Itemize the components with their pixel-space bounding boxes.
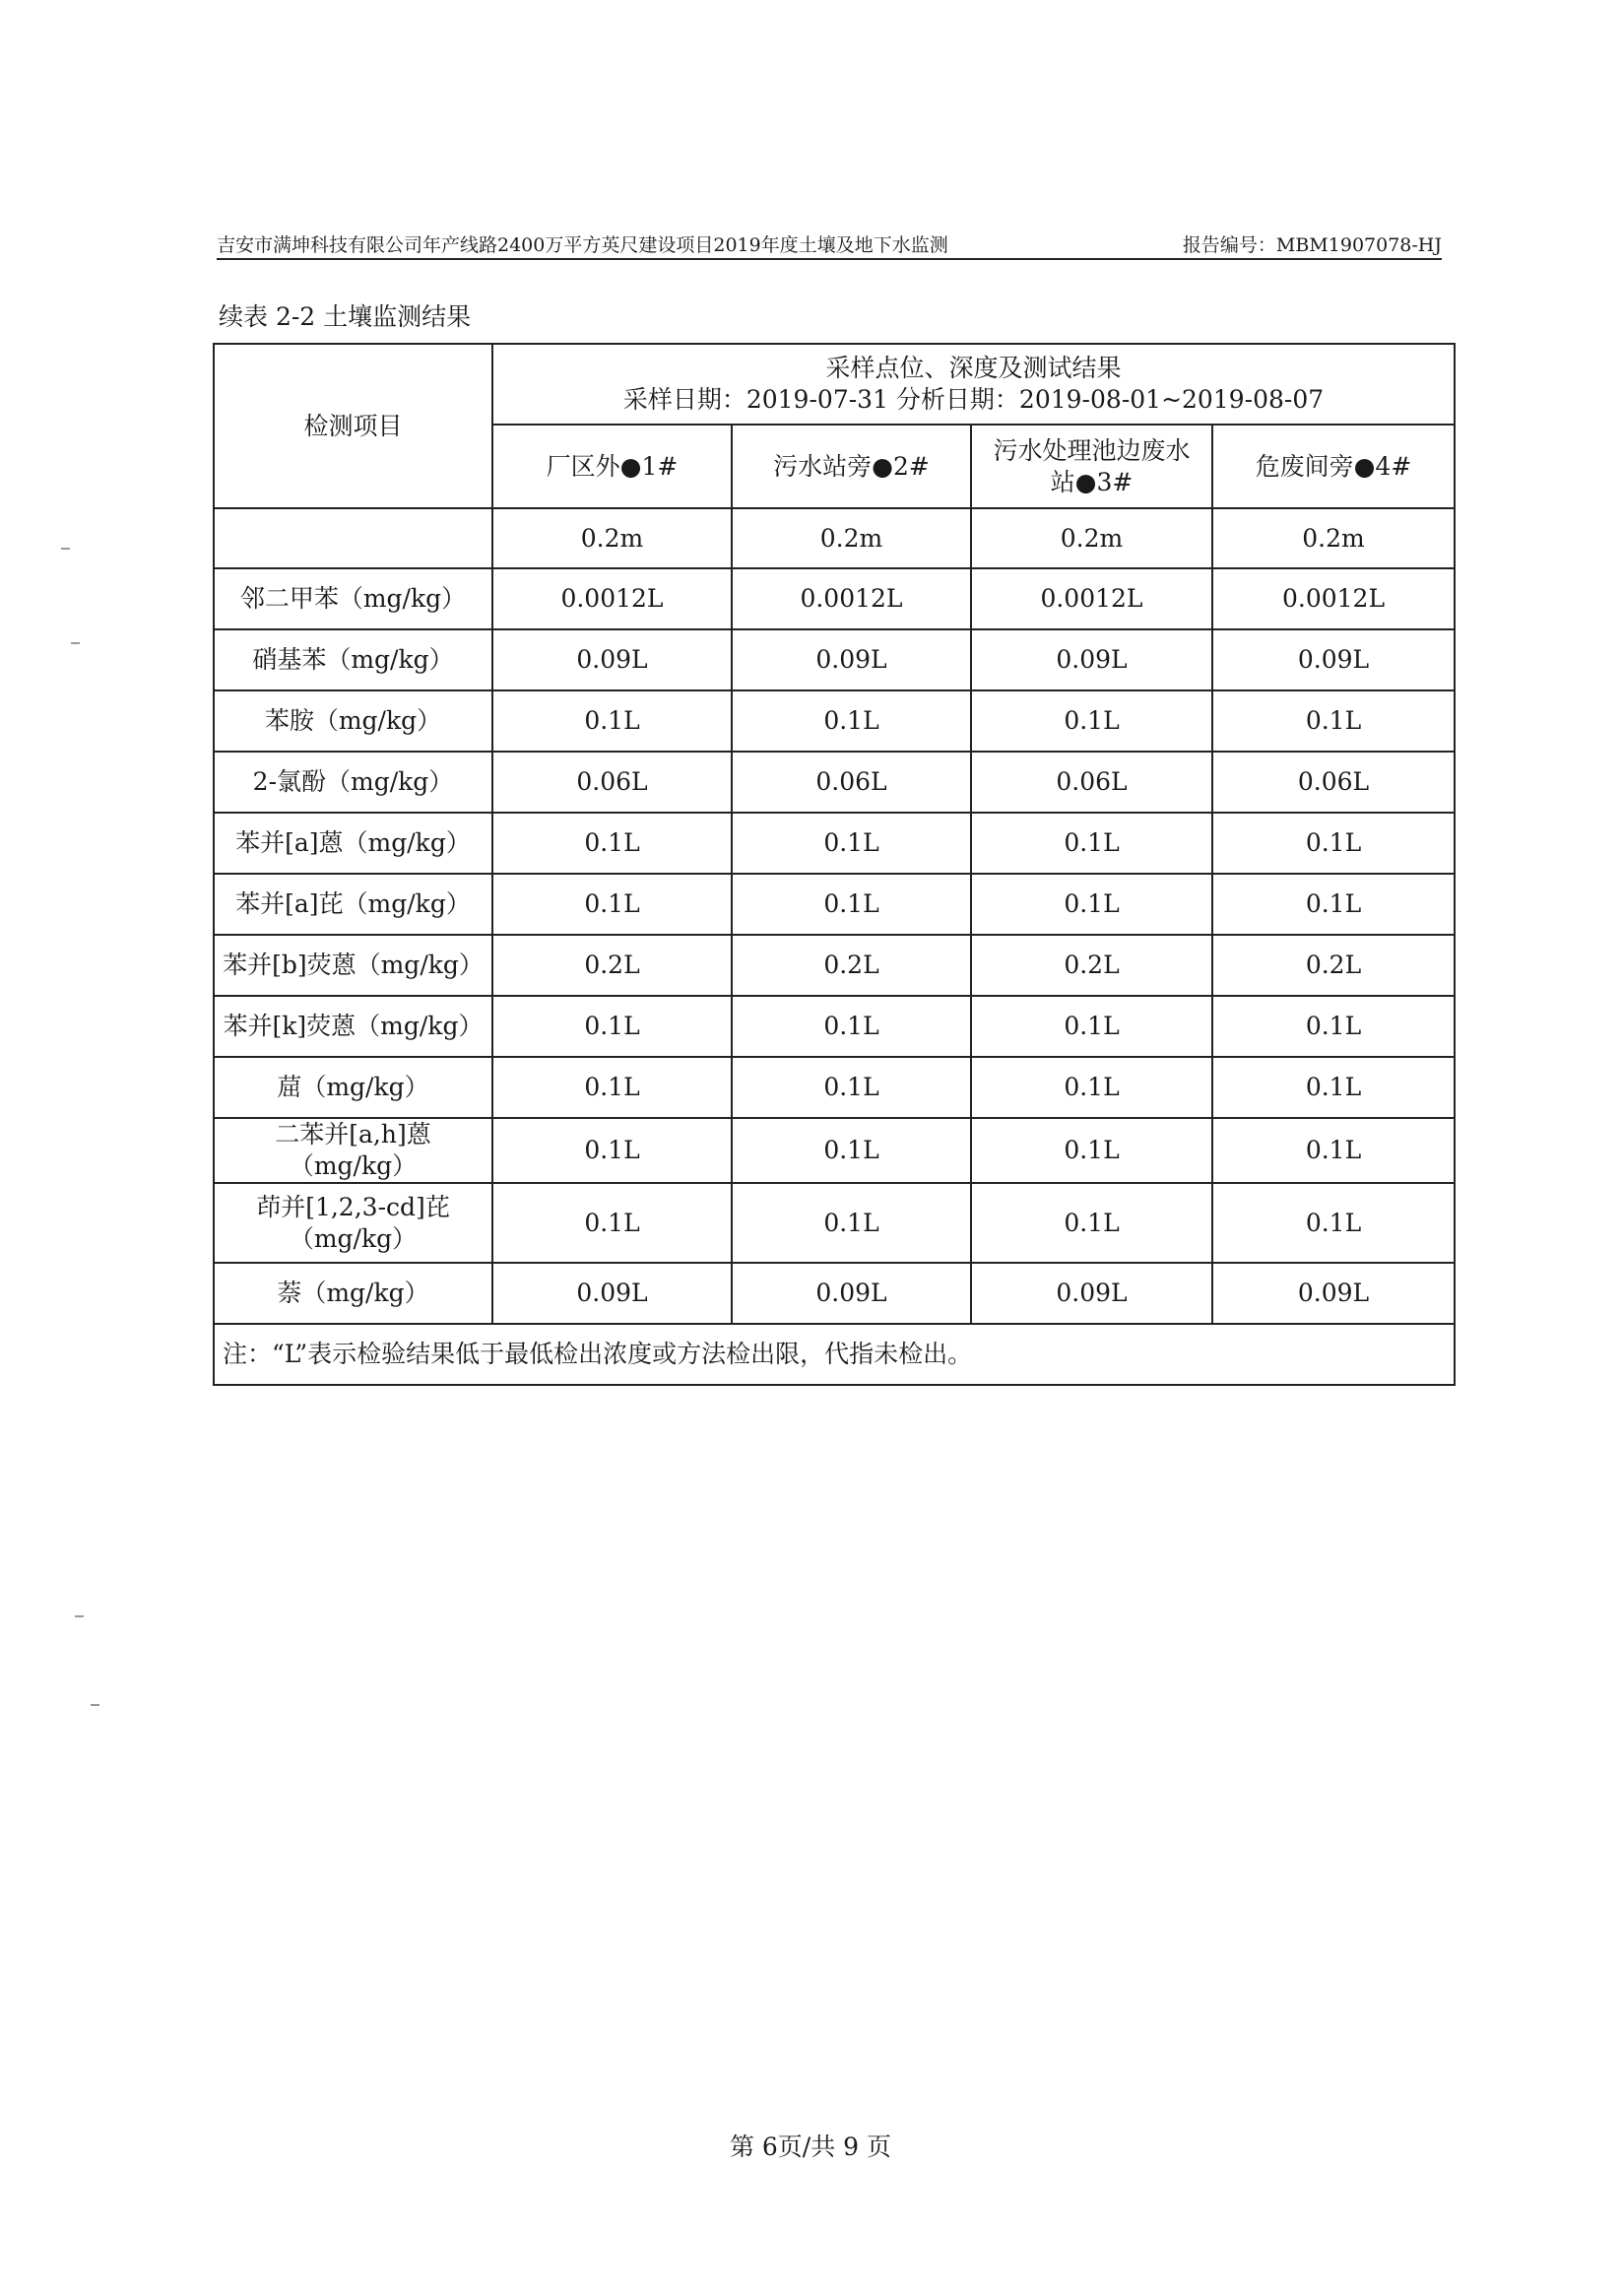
item-name: 二苯并[a,h]蒽（mg/kg） (214, 1118, 492, 1183)
group-header (492, 344, 1455, 425)
site-3: 污水处理池边废水站●3# (971, 425, 1212, 508)
result-value: 0.1L (971, 690, 1212, 752)
result-value: 0.0012L (1212, 568, 1455, 629)
result-value: 0.1L (1212, 874, 1455, 935)
result-value: 0.09L (732, 1263, 971, 1324)
result-value: 0.09L (971, 629, 1212, 690)
result-value: 0.1L (492, 874, 732, 935)
item-name: 䓛（mg/kg） (214, 1057, 492, 1118)
depth-1: 0.2m (492, 508, 732, 568)
depth-label-blank (214, 508, 492, 568)
result-value: 0.1L (492, 1057, 732, 1118)
result-value: 0.1L (1212, 1057, 1455, 1118)
result-value: 0.06L (732, 752, 971, 813)
result-value: 0.1L (732, 1183, 971, 1263)
table-row (214, 935, 1455, 996)
table-row (214, 690, 1455, 752)
item-name: 硝基苯（mg/kg） (214, 629, 492, 690)
table-row (214, 996, 1455, 1057)
result-value: 0.1L (971, 1118, 1212, 1183)
project-title: 吉安市满坤科技有限公司年产线路2400万平方英尺建设项目2019年度土壤及地下水监测 (217, 234, 948, 256)
dates-line: 采样日期：2019-07-31 分析日期：2019-08-01~2019-08-07 (622, 385, 1325, 414)
depth-2: 0.2m (732, 508, 971, 568)
result-value: 0.1L (732, 874, 971, 935)
result-value: 0.06L (1212, 752, 1455, 813)
item-name: 邻二甲苯（mg/kg） (214, 568, 492, 629)
table-note: 注：“L”表示检验结果低于最低检出浓度或方法检出限，代指未检出。 (214, 1324, 1455, 1385)
result-value: 0.09L (1212, 629, 1455, 690)
item-header: 检测项目 (214, 344, 492, 508)
result-value: 0.1L (732, 813, 971, 874)
table-row (214, 1263, 1455, 1324)
table-row (214, 752, 1455, 813)
item-name: 苯并[b]荧蒽（mg/kg） (214, 935, 492, 996)
result-value: 0.1L (492, 1183, 732, 1263)
table-row (214, 1118, 1455, 1183)
page-footer: 第 6页/共 9 页 (729, 2132, 892, 2161)
item-name: 2-氯酚（mg/kg） (214, 752, 492, 813)
soil-results-table (213, 343, 1456, 1386)
result-value: 0.1L (971, 1183, 1212, 1263)
result-value: 0.0012L (492, 568, 732, 629)
result-value: 0.2L (732, 935, 971, 996)
table-row (214, 1183, 1455, 1263)
item-name: 苯并[a]蒽（mg/kg） (214, 813, 492, 874)
result-value: 0.1L (1212, 1183, 1455, 1263)
result-value: 0.09L (1212, 1263, 1455, 1324)
result-value: 0.1L (971, 874, 1212, 935)
site-4: 危废间旁●4# (1212, 425, 1455, 508)
result-value: 0.09L (732, 629, 971, 690)
table-row (214, 813, 1455, 874)
table-row (214, 629, 1455, 690)
result-value: 0.09L (971, 1263, 1212, 1324)
note-row (214, 1324, 1455, 1385)
scan-mark (75, 1615, 84, 1617)
item-name: 茚并[1,2,3-cd]芘（mg/kg） (214, 1183, 492, 1263)
scan-mark (61, 548, 70, 550)
result-value: 0.0012L (732, 568, 971, 629)
result-value: 0.09L (492, 1263, 732, 1324)
depth-4: 0.2m (1212, 508, 1455, 568)
item-name: 苯并[k]荧蒽（mg/kg） (214, 996, 492, 1057)
result-value: 0.1L (492, 813, 732, 874)
site-2: 污水站旁●2# (732, 425, 971, 508)
running-header (217, 229, 1442, 260)
item-name: 苯并[a]芘（mg/kg） (214, 874, 492, 935)
table-caption: 续表 2-2 土壤监测结果 (219, 302, 472, 331)
result-value: 0.09L (492, 629, 732, 690)
depth-3: 0.2m (971, 508, 1212, 568)
result-value: 0.0012L (971, 568, 1212, 629)
result-value: 0.1L (971, 996, 1212, 1057)
result-value: 0.1L (732, 996, 971, 1057)
result-value: 0.1L (492, 996, 732, 1057)
result-value: 0.1L (1212, 813, 1455, 874)
table-row (214, 874, 1455, 935)
result-value: 0.2L (492, 935, 732, 996)
item-name: 苯胺（mg/kg） (214, 690, 492, 752)
scan-mark (71, 642, 80, 644)
item-name: 萘（mg/kg） (214, 1263, 492, 1324)
depth-row (214, 508, 1455, 568)
header-row-group (214, 344, 1455, 425)
result-value: 0.1L (971, 813, 1212, 874)
result-value: 0.2L (1212, 935, 1455, 996)
result-value: 0.1L (732, 1057, 971, 1118)
group-title: 采样点位、深度及测试结果 (825, 354, 1122, 382)
table-row (214, 568, 1455, 629)
result-value: 0.1L (492, 1118, 732, 1183)
result-value: 0.1L (1212, 996, 1455, 1057)
site-1: 厂区外●1# (492, 425, 732, 508)
scan-mark (91, 1704, 99, 1706)
result-value: 0.1L (971, 1057, 1212, 1118)
result-value: 0.1L (732, 690, 971, 752)
result-value: 0.06L (971, 752, 1212, 813)
result-value: 0.06L (492, 752, 732, 813)
result-value: 0.1L (492, 690, 732, 752)
result-value: 0.1L (1212, 1118, 1455, 1183)
result-value: 0.1L (732, 1118, 971, 1183)
table-row (214, 1057, 1455, 1118)
report-number: 报告编号：MBM1907078-HJ (1182, 234, 1442, 256)
result-value: 0.1L (1212, 690, 1455, 752)
result-value: 0.2L (971, 935, 1212, 996)
